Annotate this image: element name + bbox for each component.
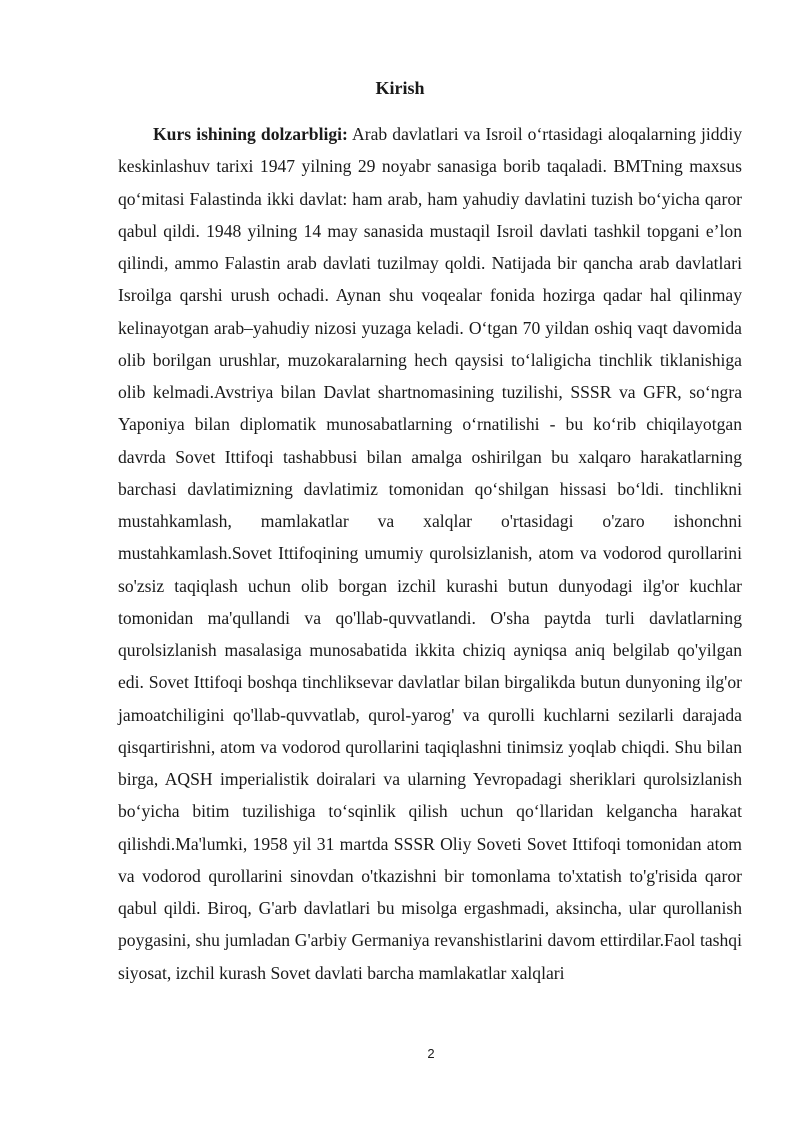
page-title: Kirish — [375, 78, 425, 98]
page-number: 2 — [427, 1046, 435, 1061]
paragraph-lead-in: Kurs ishining dolzarbligi: — [153, 124, 348, 144]
paragraph-text: Arab davlatlari va Isroil oʻrtasidagi aloqalarning jiddiy keskinlashuv tarixi 1947 yilning 29 noyabr sanasiga borib taqaladi. BMTning maxsus qoʻmitasi Falastinda ikki davlat: ham arab, ham yahudiy davlatini tuzish boʻyicha qaror qabul qildi. 1948 yilning 14 may sanasida mustaqil Isroil davlati tashkil topgani eʼlon qilindi, ammo Falastin arab davlati tuzilmay qoldi. Natijada bir qancha arab davlatlari Isroilga qarshi urush ochadi. Aynan shu voqealar fonida hozirga qadar hal qilinmay kelinayotgan arab–yahudiy nizosi yuzaga keladi. Oʻtgan 70 yildan oshiq vaqt davomida olib borilgan urushlar, muzokaralarning hech qaysisi toʻlaligicha tinchlik tiklanishiga olib kelmadi.Avstriya bilan Davlat shartnomasining tuzilishi, SSSR va GFR, soʻngra Yaponiya bilan diplomatik munosabatlarning oʻrnatilishi - bu koʻrib chiqilayotgan davrda Sovet Ittifoqi tashabbusi bilan amalga oshirilgan bu xalqaro harakatlarning barchasi davlatimizning davlatimiz tomonidan qoʻshilgan hissasi boʻldi. tinchlikni mustahkamlash, mamlakatlar va xalqlar o'rtasidagi o'zaro ishonchni mustahkamlash.Sovet Ittifoqining umumiy qurolsizlanish, atom va vodorod qurollarini so'zsiz taqiqlash uchun olib borgan izchil kurashi butun dunyodagi ilg'or kuchlar tomonidan ma'qullandi va qo'llab-quvvatlandi. O'sha paytda turli davlatlarning qurolsizlanish masalasiga munosabatida ikkita chiziq ayniqsa aniq belgilab qo'yilgan edi. Sovet Ittifoqi boshqa tinchliksevar davlatlar bilan birgalikda butun dunyoning ilg'or jamoatchiligini qo'llab-quvvatlab, qurol-yarog' va qurolli kuchlarni sezilarli darajada qisqartirishni, atom va vodorod qurollarini taqiqlashni tinimsiz yoqlab chiqdi. Shu bilan birga, AQSH imperialistik doiralari va ularning Yevropadagi sheriklari qurolsizlanish boʻyicha bitim tuzilishiga toʻsqinlik qilish uchun qoʻllaridan kelgancha harakat qilishdi.Ma'lumki, 1958 yil 31 martda SSSR Oliy Soveti Sovet Ittifoqi tomonidan atom va vodorod qurollarini sinovdan o'tkazishni bir tomonlama to'xtatish to'g'risida qaror qabul qildi. Biroq, G'arb davlatlari bu misolga ergashmadi, aksincha, ular qurollanish poygasini, shu jumladan G'arbiy Germaniya revanshistlarini davom ettirdilar.Faol tashqi siyosat, izchil kurash Sovet davlati barcha mamlakatlar xalqlari — [118, 124, 743, 983]
body-paragraph — [118, 118, 742, 989]
